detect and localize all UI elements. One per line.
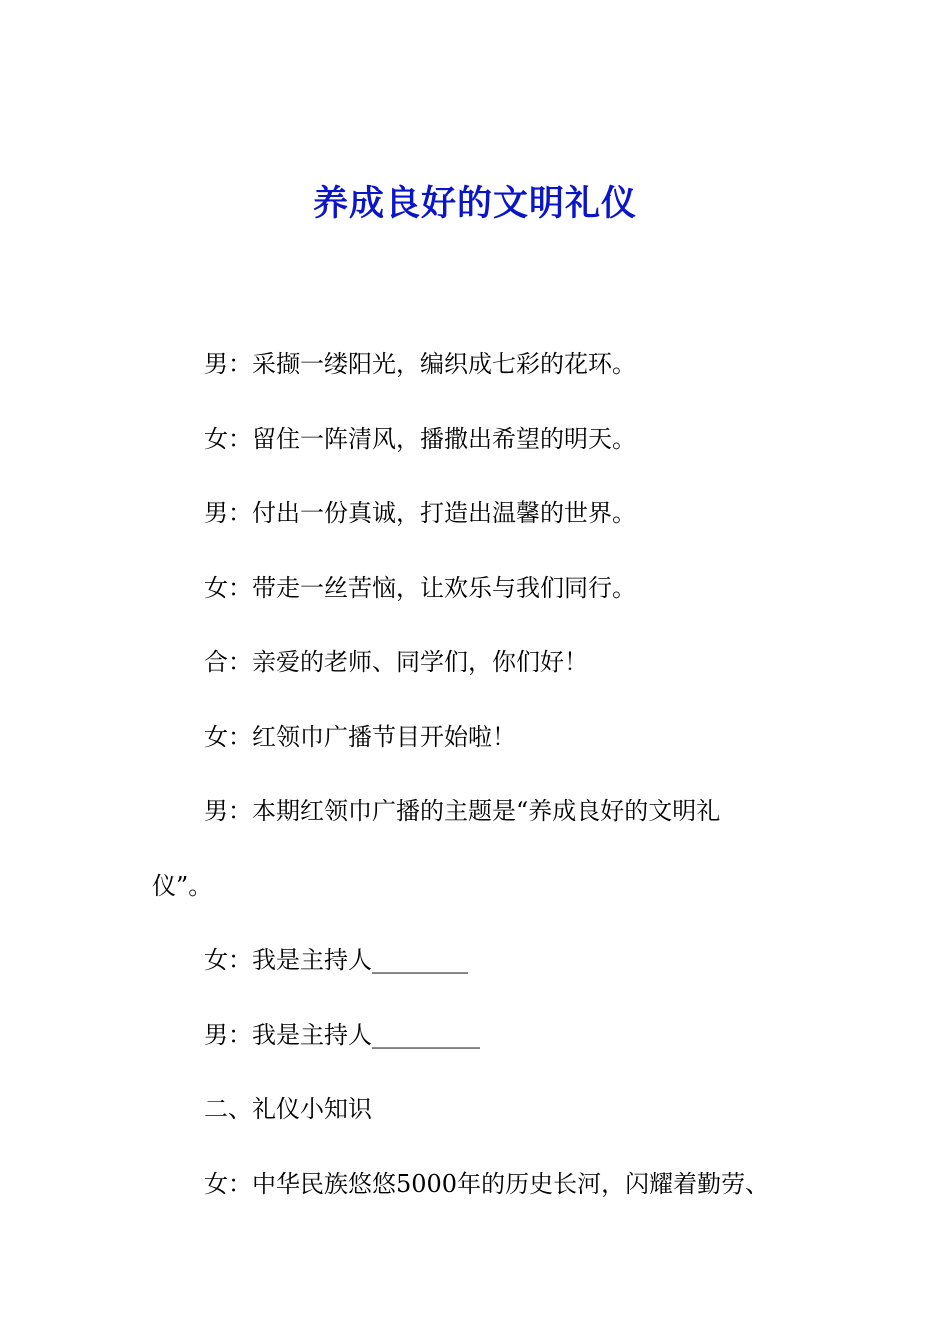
paragraph-line: 合：亲爱的老师、同学们，你们好！ bbox=[204, 648, 588, 676]
paragraph-line: 男：采撷一缕阳光，编织成七彩的花环。 bbox=[204, 350, 636, 378]
paragraph-line: 男：我是主持人_________ bbox=[204, 1020, 480, 1049]
paragraph-line: 女：我是主持人________ bbox=[204, 946, 468, 974]
paragraph-line: 女：中华民族悠悠5000年的历史长河，闪耀着勤劳、 bbox=[204, 1169, 770, 1198]
document-body bbox=[152, 327, 802, 1221]
paragraph-line: 男：本期红领巾广播的主题是“养成良好的文明礼 bbox=[204, 797, 721, 825]
paragraph-line: 男：付出一份真诚，打造出温馨的世界。 bbox=[204, 499, 636, 527]
section-heading: 二、礼仪小知识 bbox=[204, 1095, 372, 1123]
paragraph-line-continuation: 仪”。 bbox=[152, 871, 213, 900]
document-title: 养成良好的文明礼仪 bbox=[312, 183, 637, 224]
paragraph-line: 女：留住一阵清风，播撒出希望的明天。 bbox=[204, 424, 636, 453]
paragraph-line: 女：带走一丝苦恼，让欢乐与我们同行。 bbox=[204, 573, 636, 602]
paragraph-line: 女：红领巾广播节目开始啦！ bbox=[204, 722, 516, 751]
